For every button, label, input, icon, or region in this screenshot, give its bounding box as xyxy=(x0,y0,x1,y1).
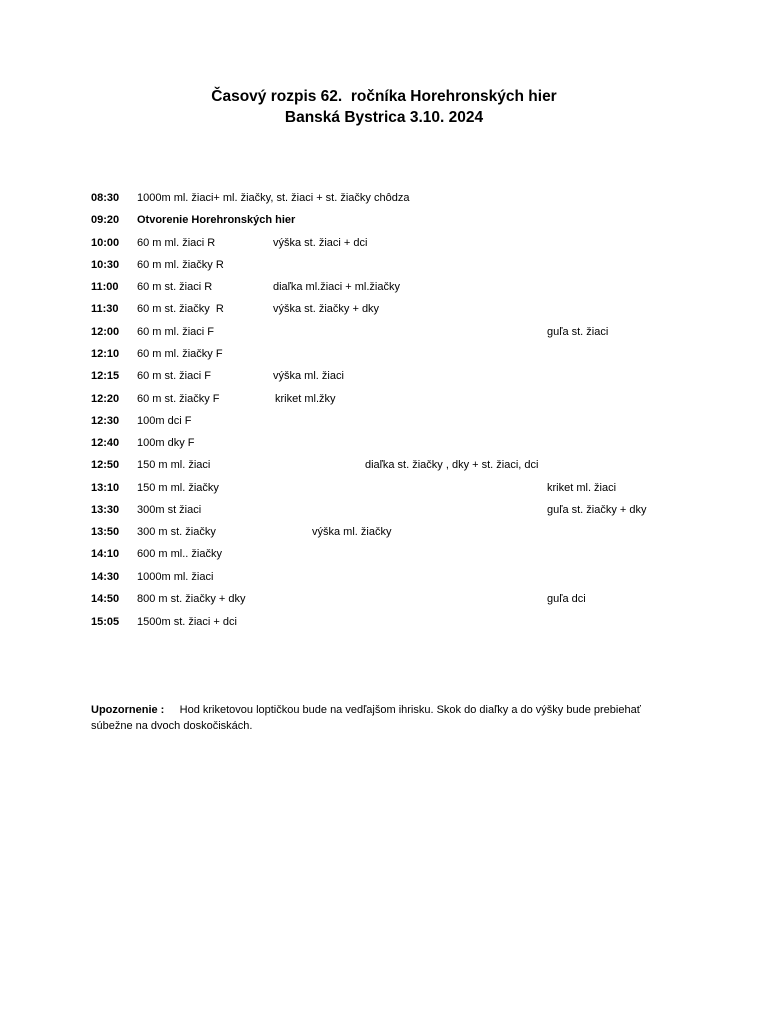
schedule-row xyxy=(0,589,768,609)
schedule-event: výška ml. žiaci xyxy=(273,370,344,382)
schedule-row xyxy=(0,299,768,319)
schedule-event: guľa st. žiačky + dky xyxy=(547,504,647,516)
schedule-row xyxy=(0,500,768,520)
schedule-event: výška st. žiačky + dky xyxy=(273,303,380,315)
schedule-event: výška ml. žiačky xyxy=(312,526,392,538)
schedule-time: 12:15 xyxy=(91,370,120,382)
schedule-time: 12:30 xyxy=(91,415,120,427)
schedule-time: 12:10 xyxy=(91,348,120,360)
schedule-event: 60 m ml. žiačky R xyxy=(137,259,224,271)
schedule-event: diaľka st. žiačky , dky + st. žiaci, dci xyxy=(365,459,539,471)
note-paragraph xyxy=(91,703,651,734)
schedule-time: 13:10 xyxy=(91,482,120,494)
schedule-time: 13:30 xyxy=(91,504,120,516)
title-line-1: Časový rozpis 62. ročníka Horehronských hier xyxy=(211,88,557,105)
note-text: Hod kriketovou loptičkou bude na vedľajšom ihrisku. Skok do diaľky a do výšky bude prebiehať súbežne na dvoch doskočiskách. xyxy=(91,704,641,732)
schedule-row xyxy=(0,567,768,587)
schedule-event: 1500m st. žiaci + dci xyxy=(137,616,237,628)
schedule-event: 100m dci F xyxy=(137,415,192,427)
schedule-event: 60 m ml. žiaci F xyxy=(137,326,215,338)
schedule-event: 60 m st. žiaci F xyxy=(137,370,211,382)
schedule-time: 13:50 xyxy=(91,526,120,538)
schedule-row xyxy=(0,455,768,475)
note-label: Upozornenie : xyxy=(91,704,165,716)
schedule-row xyxy=(0,233,768,253)
schedule-row xyxy=(0,433,768,453)
schedule-time: 10:00 xyxy=(91,237,120,249)
schedule-event: 1000m ml. žiaci xyxy=(137,571,214,583)
schedule-row xyxy=(0,255,768,275)
schedule-event: 800 m st. žiačky + dky xyxy=(137,593,246,605)
schedule-row xyxy=(0,277,768,297)
schedule-time: 11:30 xyxy=(91,303,119,315)
schedule-time: 14:10 xyxy=(91,548,120,560)
schedule-event: 600 m ml.. žiačky xyxy=(137,548,222,560)
schedule-row xyxy=(0,612,768,632)
note-spacer xyxy=(167,704,179,716)
schedule-event: výška st. žiaci + dci xyxy=(273,237,368,249)
schedule-row xyxy=(0,522,768,542)
schedule-event: guľa dci xyxy=(547,593,586,605)
schedule-row xyxy=(0,411,768,431)
schedule-row xyxy=(0,322,768,342)
schedule-event: 300 m st. žiačky xyxy=(137,526,216,538)
schedule-event: 150 m ml. žiačky xyxy=(137,482,219,494)
schedule-event: kriket ml.žky xyxy=(275,393,336,405)
schedule-row xyxy=(0,544,768,564)
schedule-row xyxy=(0,478,768,498)
schedule-event: kriket ml. žiaci xyxy=(547,482,617,494)
schedule-time: 12:00 xyxy=(91,326,120,338)
schedule-time: 10:30 xyxy=(91,259,120,271)
schedule-event: diaľka ml.žiaci + ml.žiačky xyxy=(273,281,400,293)
schedule-time: 11:00 xyxy=(91,281,119,293)
schedule-time: 12:20 xyxy=(91,393,120,405)
schedule-time: 12:50 xyxy=(91,459,120,471)
schedule-time: 14:30 xyxy=(91,571,120,583)
schedule-event: Otvorenie Horehronských hier xyxy=(137,214,296,226)
schedule-row xyxy=(0,344,768,364)
schedule-time: 15:05 xyxy=(91,616,120,628)
schedule-row xyxy=(0,389,768,409)
schedule-event: 60 m st. žiačky R xyxy=(137,303,224,315)
schedule-time: 14:50 xyxy=(91,593,120,605)
schedule-event: guľa st. žiaci xyxy=(547,326,609,338)
schedule-time: 08:30 xyxy=(91,192,120,204)
schedule-event: 60 m ml. žiačky F xyxy=(137,348,223,360)
schedule-event: 1000m ml. žiaci+ ml. žiačky, st. žiaci + st. žiačky chôdza xyxy=(137,192,410,204)
schedule-event: 60 m ml. žiaci R xyxy=(137,237,216,249)
schedule-event: 60 m st. žiačky F xyxy=(137,393,220,405)
schedule-event: 100m dky F xyxy=(137,437,195,449)
schedule-row xyxy=(0,188,768,208)
schedule-time: 12:40 xyxy=(91,437,120,449)
schedule-time: 09:20 xyxy=(91,214,120,226)
title-line-2: Banská Bystrica 3.10. 2024 xyxy=(284,109,484,126)
schedule-event: 150 m ml. žiaci xyxy=(137,459,211,471)
schedule-event: 60 m st. žiaci R xyxy=(137,281,213,293)
schedule-event: 300m st žiaci xyxy=(137,504,202,516)
schedule-row xyxy=(0,210,768,230)
schedule-row xyxy=(0,366,768,386)
